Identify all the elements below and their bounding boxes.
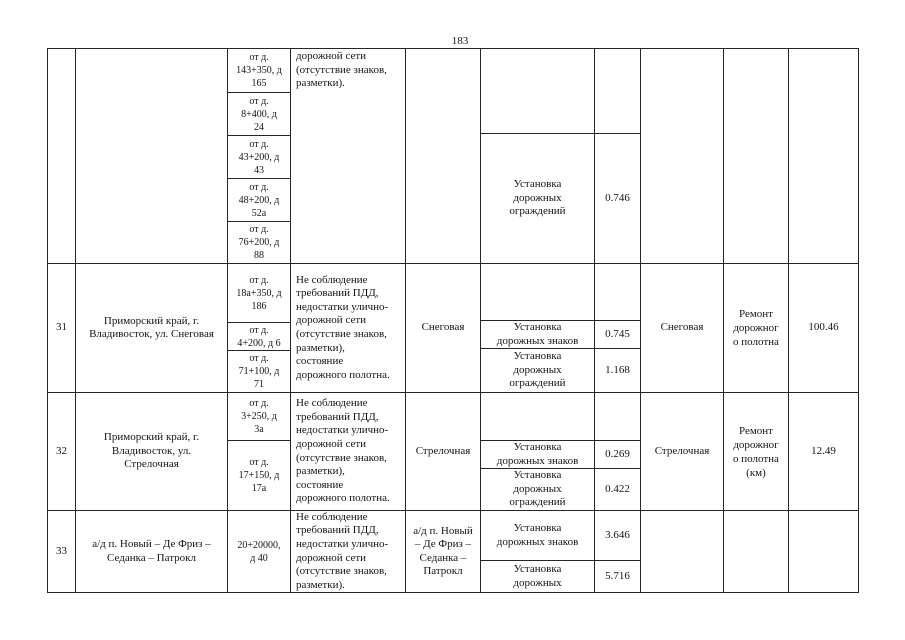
row-street-repeat-cell: Снеговая bbox=[640, 263, 724, 393]
continuation-repair-value-cell bbox=[788, 48, 859, 264]
row-measure-value-cell: 0.422 bbox=[594, 468, 641, 511]
continuation-street-repeat-cell bbox=[640, 48, 724, 264]
continuation-house-range-cell: от д. 43+200, д 43 bbox=[227, 135, 291, 179]
row-measure-value-cell: 0.745 bbox=[594, 320, 641, 349]
row-number-cell: 32 bbox=[47, 392, 76, 511]
row-measure-cell bbox=[480, 263, 595, 321]
row-problem-cell: Не соблюдение требований ПДД, недостатки улично- дорожной сети (отсутствие знаков, разметки). bbox=[290, 510, 406, 593]
row-problem-cell: Не соблюдение требований ПДД, недостатки улично- дорожной сети (отсутствие знаков, разметки), состояние дорожного полотна. bbox=[290, 263, 406, 393]
row-problem-cell: Не соблюдение требований ПДД, недостатки улично- дорожной сети (отсутствие знаков, разметки), состояние дорожного полотна. bbox=[290, 392, 406, 511]
row-measure-value-cell: 5.716 bbox=[594, 560, 641, 593]
row-number-cell: 31 bbox=[47, 263, 76, 393]
continuation-number-cell bbox=[47, 48, 76, 264]
row-repair-value-cell: 12.49 bbox=[788, 392, 859, 511]
row-measure-value-cell: 0.269 bbox=[594, 440, 641, 469]
continuation-house-range-cell: от д. 76+200, д 88 bbox=[227, 221, 291, 264]
row-house-range-cell: от д. 71+100, д 71 bbox=[227, 350, 291, 393]
row-house-range-cell: от д. 17+150, д 17а bbox=[227, 440, 291, 511]
continuation-repair-cell bbox=[723, 48, 789, 264]
continuation-measure-value-cell bbox=[594, 48, 641, 134]
row-repair-value-cell bbox=[788, 510, 859, 593]
row-repair-cell bbox=[723, 510, 789, 593]
row-house-range-cell: от д. 4+200, д 6 bbox=[227, 322, 291, 351]
continuation-problem-cell: дорожной сети (отсутствие знаков, разметки). bbox=[290, 48, 406, 264]
row-address-cell: а/д п. Новый – Де Фриз – Седанка – Патрокл bbox=[75, 510, 228, 593]
row-address-cell: Приморский край, г. Владивосток, ул. Снеговая bbox=[75, 263, 228, 393]
row-number-cell: 33 bbox=[47, 510, 76, 593]
row-measure-cell: Установка дорожных знаков bbox=[480, 320, 595, 349]
row-measure-value-cell bbox=[594, 392, 641, 441]
row-measure-value-cell bbox=[594, 263, 641, 321]
row-measure-cell: Установка дорожных знаков bbox=[480, 440, 595, 469]
continuation-street-cell bbox=[405, 48, 481, 264]
continuation-measure-cell bbox=[480, 48, 595, 134]
row-measure-cell: Установка дорожных ограждений bbox=[480, 348, 595, 393]
page-number: 183 bbox=[451, 35, 469, 47]
row-measure-value-cell: 1.168 bbox=[594, 348, 641, 393]
row-repair-cell: Ремонт дорожног о полотна (км) bbox=[723, 392, 789, 511]
row-measure-cell: Установка дорожных bbox=[480, 560, 595, 593]
row-address-cell: Приморский край, г. Владивосток, ул. Стрелочная bbox=[75, 392, 228, 511]
continuation-house-range-cell: от д. 8+400, д 24 bbox=[227, 92, 291, 136]
row-street-cell: а/д п. Новый – Де Фриз – Седанка – Патрокл bbox=[405, 510, 481, 593]
row-street-repeat-cell bbox=[640, 510, 724, 593]
row-street-repeat-cell: Стрелочная bbox=[640, 392, 724, 511]
continuation-measure-cell: Установка дорожных ограждений bbox=[480, 133, 595, 264]
row-house-range-cell: от д. 3+250, д 3а bbox=[227, 392, 291, 441]
continuation-measure-value-cell: 0.746 bbox=[594, 133, 641, 264]
row-street-cell: Снеговая bbox=[405, 263, 481, 393]
row-measure-value-cell: 3.646 bbox=[594, 510, 641, 561]
row-repair-cell: Ремонт дорожног о полотна bbox=[723, 263, 789, 393]
row-street-cell: Стрелочная bbox=[405, 392, 481, 511]
continuation-house-range-cell: от д. 143+350, д 165 bbox=[227, 48, 291, 93]
continuation-address-cell bbox=[75, 48, 228, 264]
row-house-range-cell: от д. 18а+350, д 186 bbox=[227, 263, 291, 323]
row-measure-cell bbox=[480, 392, 595, 441]
row-measure-cell: Установка дорожных ограждений bbox=[480, 468, 595, 511]
row-house-range-cell: 20+20000, д 40 bbox=[227, 510, 291, 593]
row-repair-value-cell: 100.46 bbox=[788, 263, 859, 393]
continuation-house-range-cell: от д. 48+200, д 52а bbox=[227, 178, 291, 222]
row-measure-cell: Установка дорожных знаков bbox=[480, 510, 595, 561]
